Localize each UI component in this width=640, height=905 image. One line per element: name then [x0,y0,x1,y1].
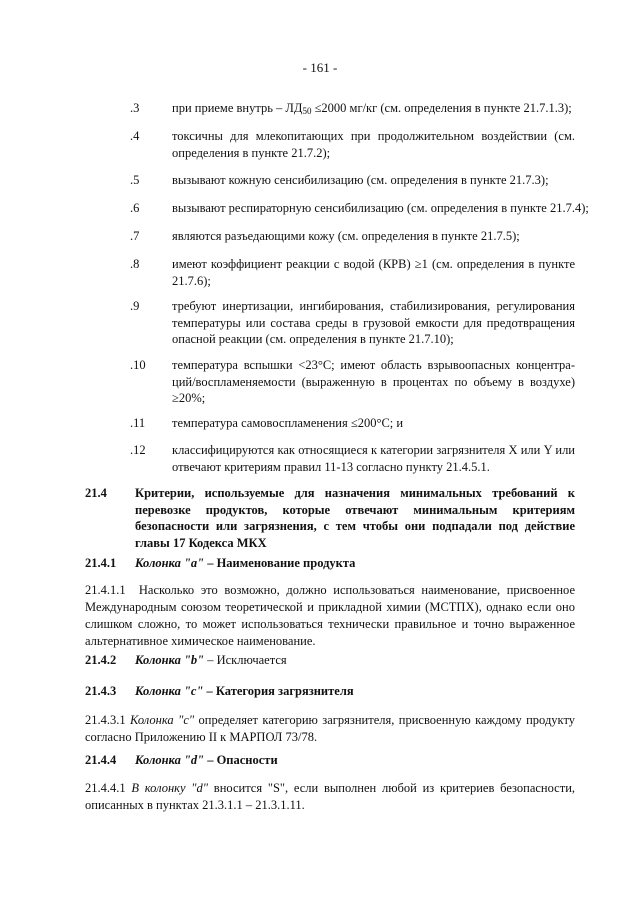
list-item [130,228,575,245]
list-item-number: .10 [130,358,146,372]
list-item-number: .12 [130,443,146,457]
subsection-title: Колонка "a" – Наименование продукта [135,556,356,570]
paragraph-number: 21.4.4.1 [85,781,126,795]
subsection-heading [85,683,575,700]
list-item-number: .3 [130,101,140,115]
paragraph [85,780,575,814]
list-item-number: .7 [130,229,140,243]
list-item-number: .8 [130,257,140,271]
list-item-text: вызывают кожную сенсибилизацию (см. определения в пункте 21.7.3); [172,173,549,187]
list-item [130,357,575,407]
list-item [130,442,575,475]
paragraph-number: 21.4.3.1 [85,713,126,727]
section-number: 21.4 [85,486,107,500]
list-item-text: являются разъедающими кожу (см. определения в пункте 21.7.5); [172,229,520,243]
list-item [130,415,575,432]
paragraph [85,582,575,650]
subsection-number: 21.4.2 [85,653,117,667]
paragraph-lead: Колонка "c" [130,713,195,727]
list-item-number: .6 [130,201,140,215]
subsection-number: 21.4.3 [85,684,117,698]
list-item-text: при приеме внутрь – $ЛД_{50} \le 2000$ мг/кг (см. определения в пункте 21.7.1.3); [172,101,572,116]
list-item-number: .5 [130,173,140,187]
list-item [130,172,575,189]
list-item-text: имеют коэффициент реакции с водой (КРВ) ≥1 (см. определения в пункте 21.7.6); [172,257,575,288]
list-item [130,298,575,348]
subsection-title: Колонка "c" – Категория загрязнителя [135,684,354,698]
list-item [130,256,575,289]
list-item [130,200,589,217]
list-item-text: температура вспышки <23°C; имеют область взрывоопасных концентра-ций/воспламеняемости (выраженную в процентах по объему в воздухе) ≥20%; [172,358,575,405]
paragraph-lead: В колонку "d" [131,781,209,795]
list-item-number: .11 [130,416,146,430]
subsection-number: 21.4.4 [85,753,117,767]
list-item-text: токсичны для млекопитающих при продолжительном воздействии (см. определения в пункте 21.7.2); [172,129,575,160]
paragraph [85,712,575,746]
subsection-heading [85,652,575,669]
section-heading [85,485,575,551]
paragraph-text: определяет категорию загрязнителя, присвоенную каждому продукту согласно Приложению II к МАРПОЛ 73/78. [85,713,576,744]
subsection-heading [85,752,575,769]
paragraph-text: Насколько это возможно, должно использоваться наименование, присвоенное Международным союзом теоретической и прикладной химии (МСТПХ), однако если оно слишком сложно, то может использоваться технически правильное и точно выраженное альтернативное химическое наименование. [85,583,575,648]
list-item-text: температура самовоспламенения ≤200°C; и [172,416,404,430]
list-item-text: требуют инертизации, ингибирования, стабилизирования, регулирования температуры или состава среды в грузовой емкости для предотвращения опасной реакции (см. определения в пункте 21.7.10); [172,299,575,346]
subsection-heading [85,555,575,572]
page-number: - 161 - [302,60,338,75]
list-item [130,100,575,117]
subsection-number: 21.4.1 [85,556,117,570]
subsection-title: Колонка "d" – Опасности [135,753,278,767]
paragraph-text: вносится "S", если выполнен любой из критериев безопасности, описанных в пунктах 21.3.1.1 – 21.3.1.11. [85,781,576,812]
list-item-text: вызывают респираторную сенсибилизацию (см. определения в пункте 21.7.4); [172,201,589,215]
subsection-title: Колонка "b" – Исключается [135,653,287,667]
paragraph-number: 21.4.1.1 [85,583,126,597]
list-item-text: классифицируются как относящиеся к категории загрязнителя X или Y или отвечают критериям правил 11-13 согласно пункту 21.4.5.1. [172,443,575,474]
list-item [130,128,575,161]
list-item-number: .9 [130,299,140,313]
list-item-number: .4 [130,129,140,143]
section-title: Критерии, используемые для назначения минимальных требований к перевозке продуктов, которые отвечают минимальным критериям безопасности или загрязнения, с тем чтобы они подпадали под действие главы 17 Кодекса МКХ [135,486,575,550]
